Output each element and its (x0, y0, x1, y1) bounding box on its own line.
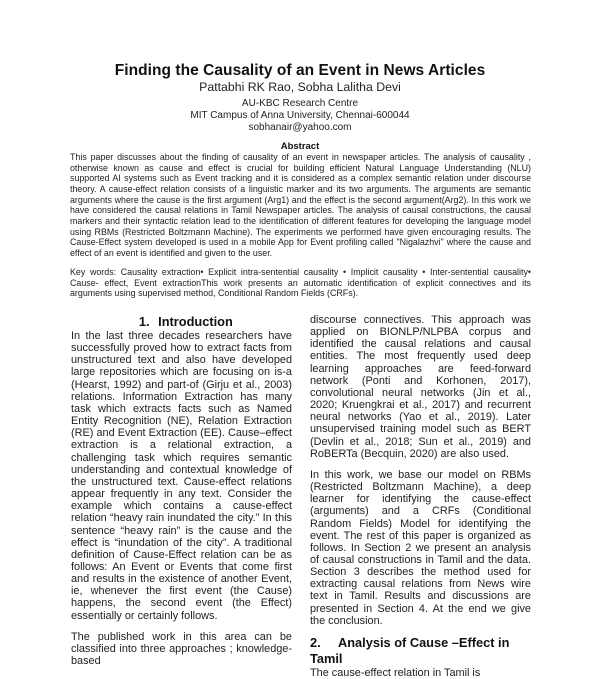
author-email: sobhanair@yahoo.com (248, 122, 352, 133)
section-title: Analysis of Cause –Effect in Tamil (310, 634, 510, 666)
paragraph-gap (310, 460, 531, 469)
intro-paragraph-2: The published work in this area can be classified into three approaches ; knowledge-based (71, 630, 292, 668)
keywords-paragraph: Key words: Causality extraction• Explicit intra-sentential causality • Implicit causality • Inter-sentential causality• Cause- effect, Event extractionThis work presents an automatic identification of explicit connectives and its arguments using supervised method, Conditional Random Fields (CRFs). (70, 267, 531, 299)
section-number: 1. (138, 314, 150, 329)
section-heading-analysis (310, 635, 531, 667)
section-heading-introduction (71, 312, 292, 330)
analysis-paragraph-1: The cause-effect relation in Tamil is (310, 666, 481, 679)
abstract-body: This paper discusses about the finding of causality of an event in newspaper articles. The analysis of causality , otherwise known as cause and effect is crucial for building efficient Natural Language Understanding (NLU) supported AI systems such as Event tracking and it is considered as a complex semantic relation under discourse theory. A cause-effect relation consists of a linguistic marker and its two arguments. The arguments are semantic arguments where the cause is the first argument (Arg1) and the effect is the second argument(Arg2). In this work we have considered the causal relations in Tamil Newspaper articles. The analysis of causal constructions, the causal markers and their syntactic relation lead to the identification of different features for developing the language model using RBMs (Restricted Boltzmann Machine). The experiments we performed have given encouraging results. The Cause-Effect system developed is used in a mobile App for Event profiling called "Nigalazhvi" where the cause and effect of an event is identified and given to the user. (70, 152, 531, 258)
this-work-paragraph: In this work, we base our model on RBMs (Restricted Boltzmann Machine), a deep learner for identifying the cause-effect (arguments) and a CRFs (Conditional Random Fields) Model for identifying the event. The rest of this paper is organized as follows. In Section 2 we present an analysis of causal constructions in Tamil and the data. Section 3 describes the method used for extracting causal relations from News wire text in Tamil. Results and discussions are presented in Section 4. At the end we give the conclusion. (310, 468, 531, 627)
intro-paragraph-1: In the last three decades researchers have successfully proved how to extract facts from unstructured text and also have developed large repositories which are focusing on is-a (Hearst, 1992) and part-of (Girju et al., 2003) relations. Information Extraction has many task which extracts facts such as Named Entity Recognition (NE), Relation Extraction (RE) and Event Extraction (EE). Cause–effect extraction is a relational extraction, a challenging task which requires semantic understanding and contextual knowledge of the unstructured text. Cause-effect relations appear frequently in any text. Consider the example which contains a cause-effect relation “heavy rain inundated the city.” In this sentence “heavy rain” is the cause and the effect is “inundation of the city”. A traditional definition of Cause-Effect relation can be as follows: An Event or Events that come first and results in the existence of another Event, ie, whenever the first event (the Cause) happens, the second event (the Effect) essentially or certainly follows. (71, 330, 292, 622)
abstract-heading: Abstract (280, 141, 320, 152)
paper-title: Finding the Causality of an Event in News Articles (114, 62, 486, 79)
section-number: 2. (310, 634, 321, 650)
related-work-paragraph: discourse connectives. This approach was applied on BIONLP/NLPBA corpus and identified the causal relations and causal entities. The most frequently used deep learning approaches are feed-forward network (Ponti and Korhonen, 2017), convolutional neural networks (Jin et al., 2020; Kruengkrai et al., 2017) and recurrent neural networks (Yao et al., 2019). Later unsupervised training model such as BERT (Devlin et al., 2018; Sun et al., 2019) and RoBERTa (Becquin, 2020) are also used. (310, 314, 531, 460)
paragraph-gap (71, 622, 292, 631)
affiliation-institute: AU-KBC Research Centre (241, 98, 359, 109)
section-title: Introduction (158, 314, 233, 329)
right-column (310, 312, 531, 679)
left-column (71, 312, 292, 667)
paper-authors: Pattabhi RK Rao, Sobha Lalitha Devi (199, 80, 401, 94)
affiliation-address: MIT Campus of Anna University, Chennai-600044 (190, 110, 410, 121)
